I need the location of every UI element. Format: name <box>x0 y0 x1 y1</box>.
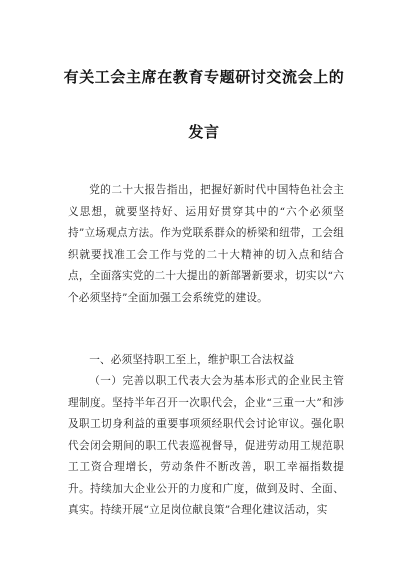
intro-paragraph: 党的二十大报告指出，把握好新时代中国特色社会主义思想，就要坚持好、运用好贯穿其中的“六个必须坚持”立场观点方法。作为党联系群众的桥梁和纽带，工会组织就要找准工会工作与党的二十大精神的切入点和结合点，全面落实党的二十大提出的新部署新要求，切实以“六个必须坚持”全面加强工会系统党的建设。 <box>68 184 344 304</box>
section-heading-1: 一、必须坚持职工至上，维护职工合法权益 <box>89 354 295 366</box>
paragraph-1-1: （一）完善以职工代表大会为基本形式的企业民主管理制度。坚持半年召开一次职代会，企业“三重一大”和涉及职工切身利益的重要事项须经职代会讨论审议。强化职代会闭会期间的职工代表巡视督导，促进劳动用工规范职工工资合理增长，劳动条件不断改善，职工幸福指数提升。持续加大企业公开的力度和广度，做到及时、全面、真实。持续开展“立足岗位献良策”合理化建议活动，实 <box>68 375 344 516</box>
document-title-line-2: 发言 <box>188 123 220 141</box>
document-title-line-1: 有关工会主席在教育专题研讨交流会上的 <box>63 68 345 86</box>
